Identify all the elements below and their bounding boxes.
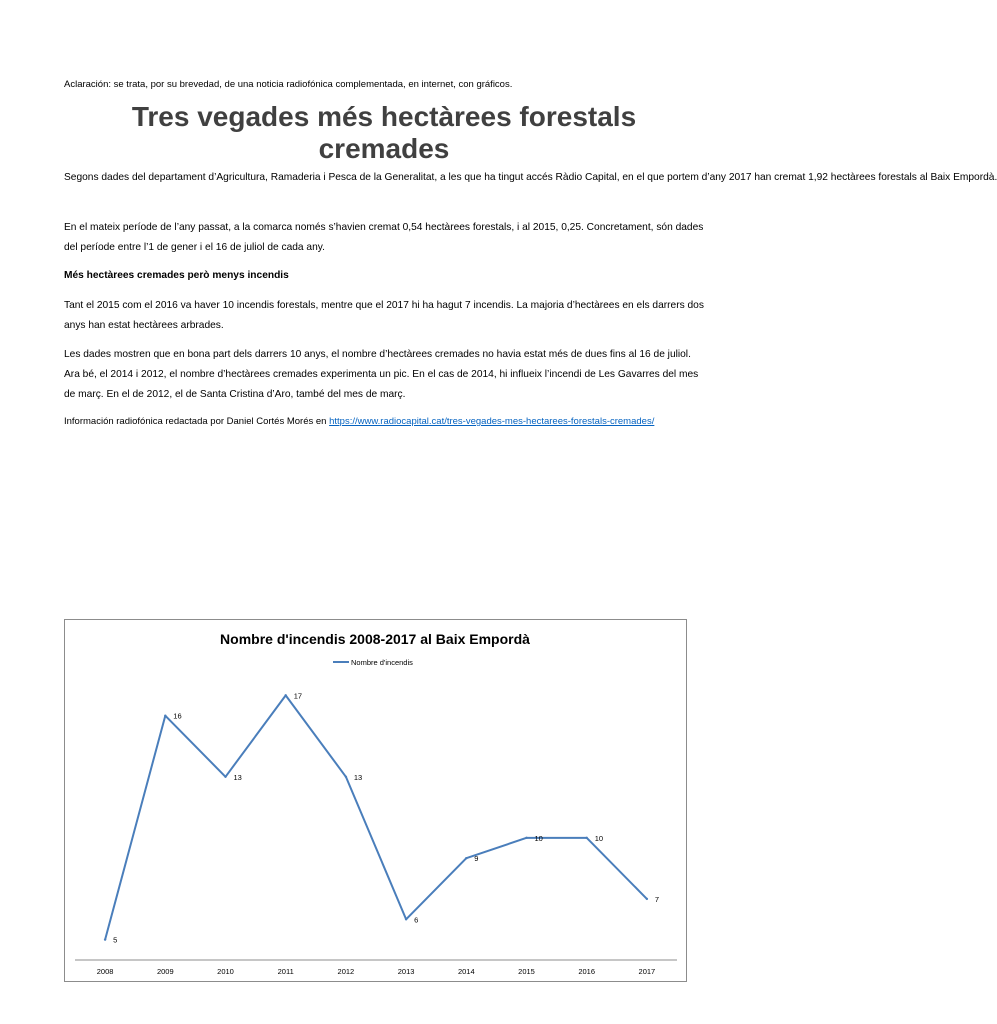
data-point (525, 837, 527, 839)
chart-canvas (65, 620, 686, 981)
x-tick-label: 2013 (397, 967, 415, 976)
series-line-incendis (105, 695, 647, 939)
clarification-note: Aclaración: se trata, por su brevedad, de una noticia radiofónica complementada, en internet, con gráficos. (64, 79, 513, 90)
data-point (465, 857, 467, 859)
data-label: 13 (233, 772, 242, 782)
data-label: 10 (534, 833, 543, 843)
paragraph-intro: Segons dades del departament d’Agricultura, Ramaderia i Pesca de la Generalitat, a les que ha tingut accés Ràdio Capital, en el que portem d’any 2017 han cremat 1,92 hectàrees forestals al Baix Empordà. (64, 172, 997, 183)
plot-area (75, 691, 677, 976)
x-tick-label: 2017 (638, 967, 656, 976)
data-label: 5 (113, 935, 118, 945)
data-label: 17 (293, 691, 303, 701)
data-point (345, 776, 347, 778)
incendis-line-chart (64, 619, 687, 982)
source-prefix: Información radiofónica redactada por Daniel Cortés Morés en (64, 416, 330, 427)
x-tick-label: 2015 (518, 967, 535, 976)
data-point (586, 837, 588, 839)
data-point (104, 938, 106, 940)
x-tick-label: 2012 (337, 967, 355, 976)
x-tick-label: 2008 (96, 967, 114, 976)
x-tick-label: 2014 (457, 967, 475, 976)
x-tick-label: 2010 (217, 967, 234, 976)
paragraph-previous-year: En el mateix període de l’any passat, a la comarca només s’havien cremat 0,54 hectàrees forestals, i al 2015, 0,25. Concretament, són dades del període entre l’1 de gener i el 16 de juliol de cada any. (64, 222, 704, 253)
data-label: 16 (173, 711, 182, 721)
data-point (224, 776, 226, 778)
data-point (164, 715, 166, 717)
data-point (405, 918, 407, 920)
data-point (646, 898, 648, 900)
data-label: 13 (353, 772, 363, 782)
x-tick-label: 2009 (156, 967, 174, 976)
data-point (285, 694, 287, 696)
source-link[interactable]: https://www.radiocapital.cat/tres-vegades-mes-hectarees-forestals-cremades/ (329, 416, 655, 427)
data-label: 10 (594, 833, 604, 843)
data-label: 7 (654, 894, 660, 904)
article-title: Tres vegades més hectàrees forestals cremades (131, 101, 637, 164)
chart-legend (333, 658, 413, 667)
x-tick-label: 2011 (277, 967, 294, 976)
data-label: 6 (414, 915, 419, 925)
section-subheading: Més hectàrees cremades però menys incendis (64, 270, 289, 281)
paragraph-data-trend: Les dades mostren que en bona part dels darrers 10 anys, el nombre d’hectàrees cremades no havia estat més de dues fins al 16 de juliol. Ara bé, el 2014 i 2012, el nombre d’hectàrees cremades experimenta un pic. En el cas de 2014, hi influeix l’incendi de Les Gavarres del mes de març. En el de 2012, el de Santa Cristina d’Aro, també del mes de març. (64, 349, 699, 400)
data-label: 9 (474, 854, 479, 864)
paragraph-incendis: Tant el 2015 com el 2016 va haver 10 incendis forestals, mentre que el 2017 hi ha hagut 7 incendis. La majoria d’hectàrees en els darrers dos anys han estat hectàrees arbrades. (64, 300, 704, 331)
x-tick-label: 2016 (578, 967, 596, 976)
legend-label: Nombre d'incendis (351, 658, 413, 667)
source-line (64, 412, 704, 432)
chart-title: Nombre d'incendis 2008-2017 al Baix Empordà (220, 631, 530, 647)
